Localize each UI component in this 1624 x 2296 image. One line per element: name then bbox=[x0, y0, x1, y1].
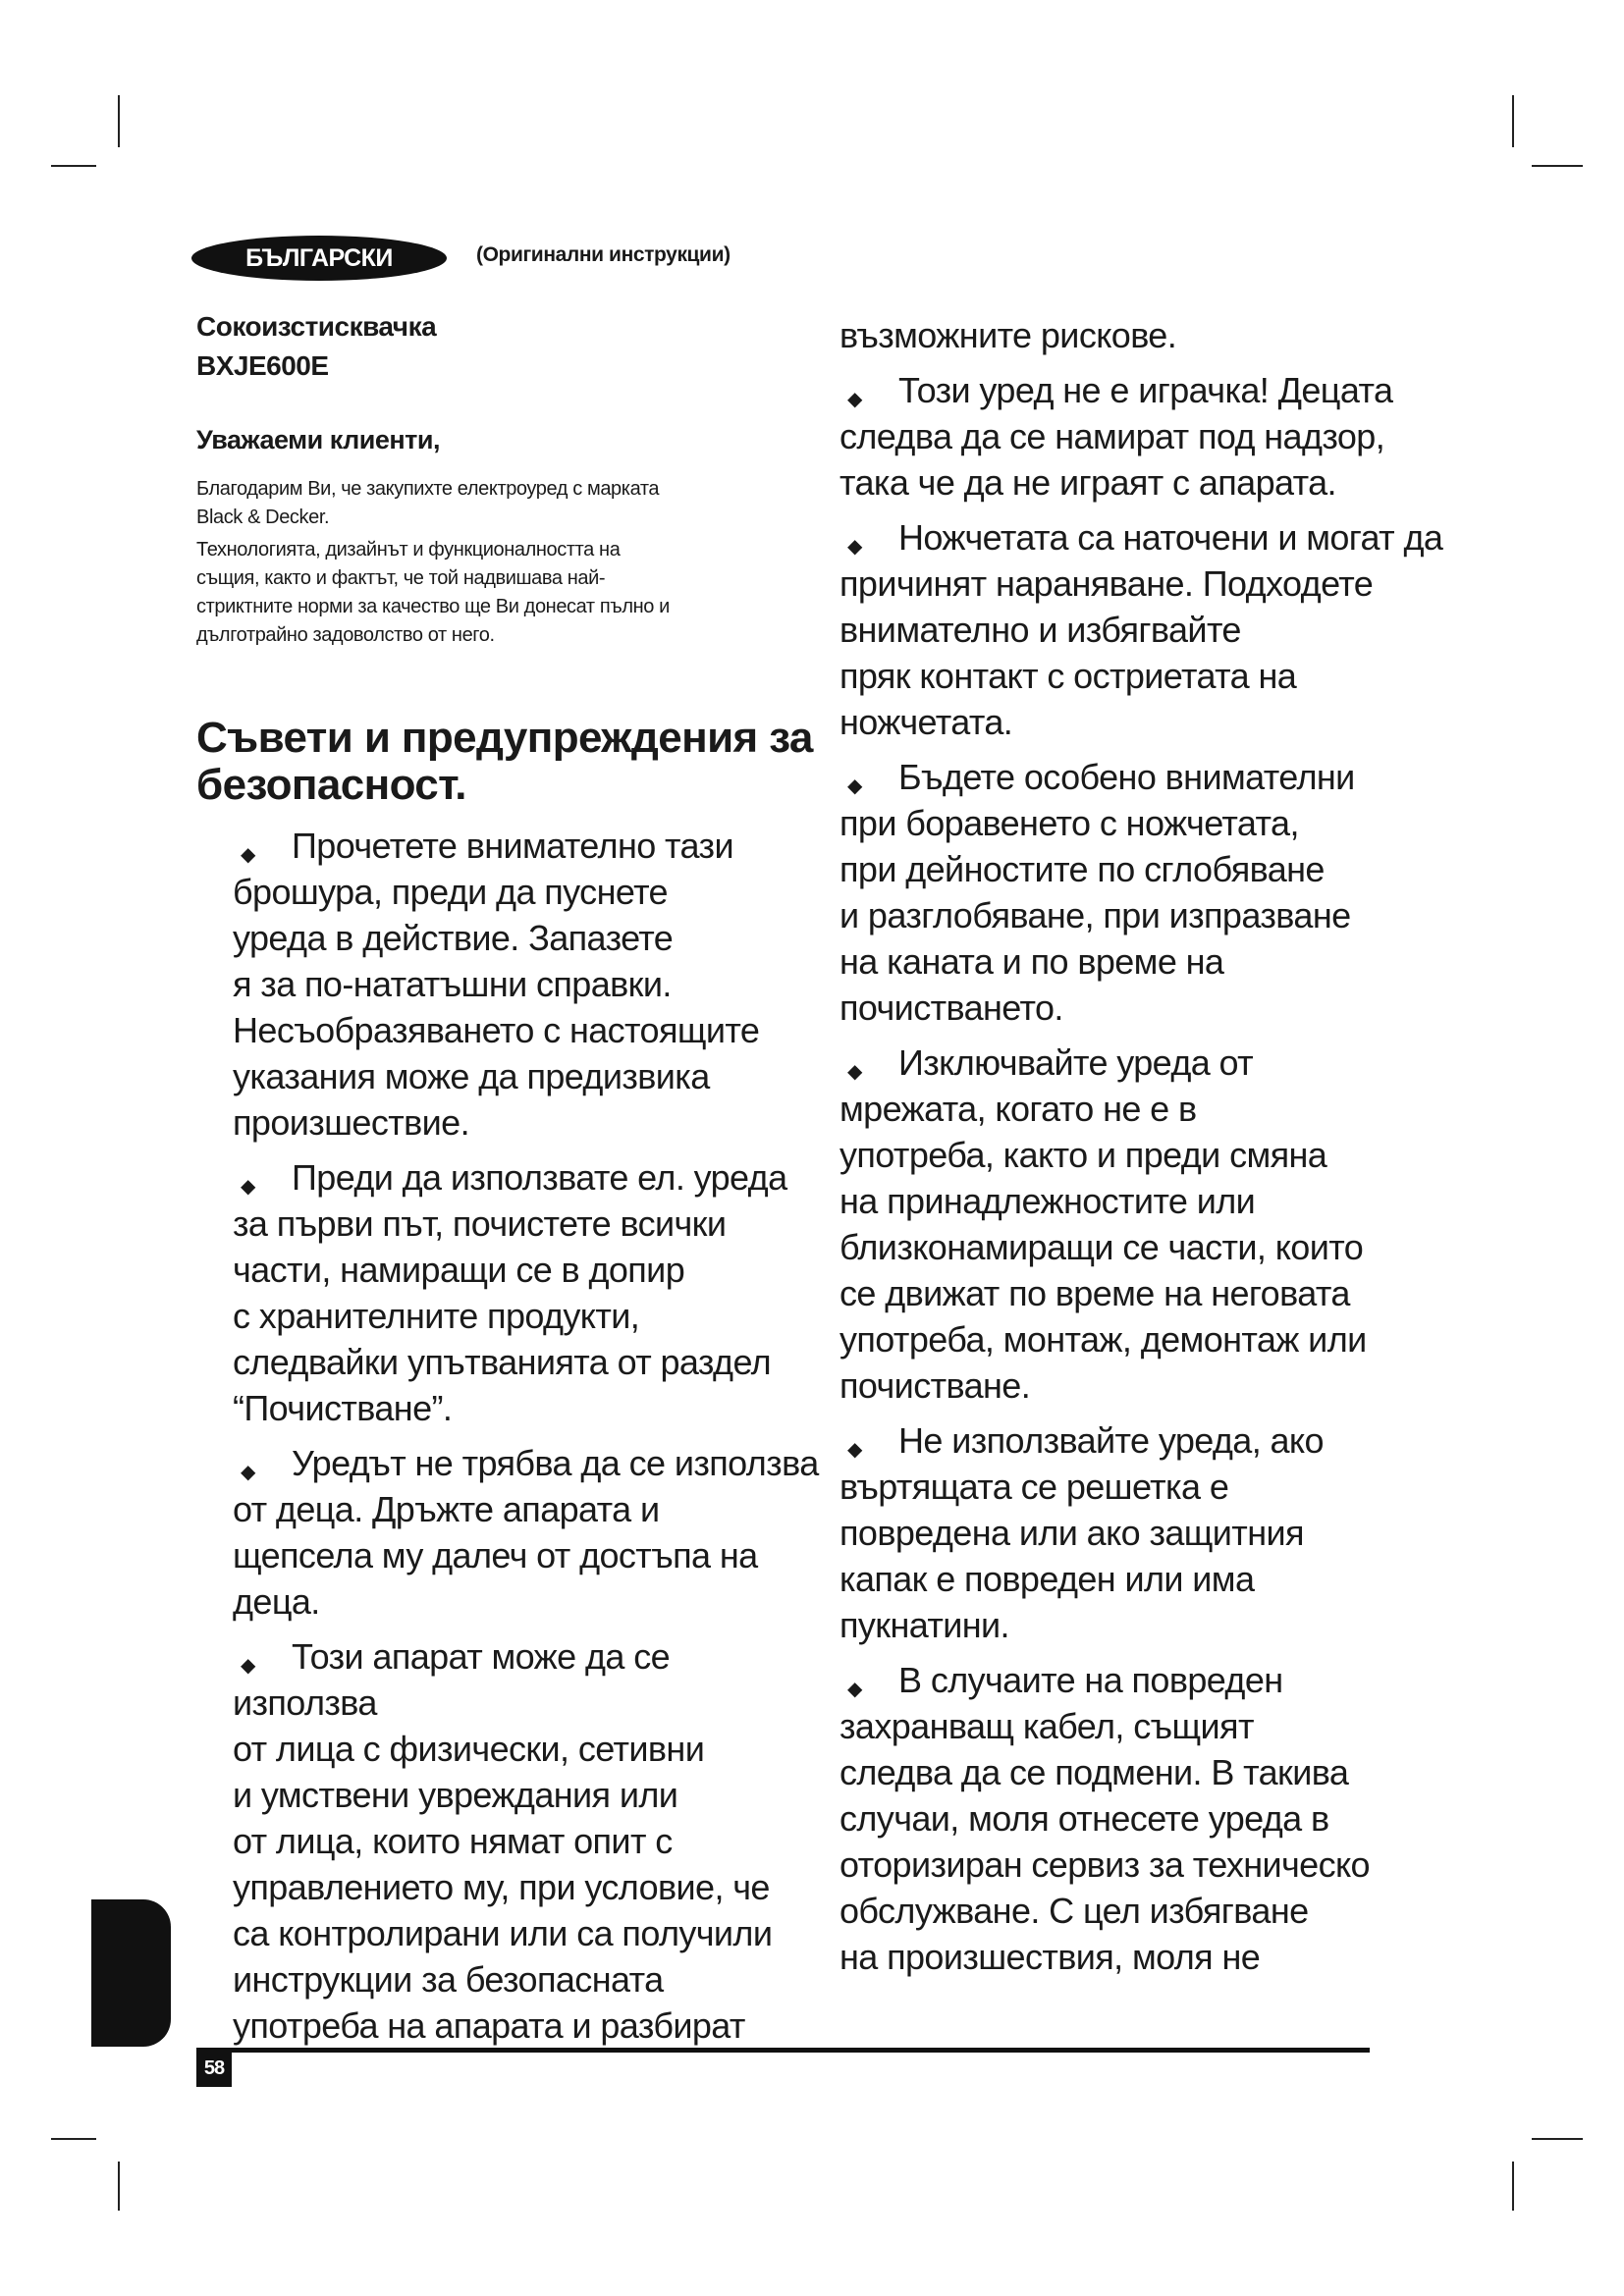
product-name: Сокоизстисквачка bbox=[196, 311, 437, 342]
intro-paragraph: Технологията, дизайнът и функционалността на същия, както и фактът, че той надвишава най- стриктните норми за качество ще Ви донесат пълно и дълготрайно задоволство от него. bbox=[196, 539, 670, 646]
intro-text bbox=[196, 475, 785, 654]
list-item-text: Уредът не трябва да се използва от деца. Дръжте апарата и щепсела му далеч от достъпа на деца. bbox=[233, 1443, 819, 1622]
continuation-text: възможните рискове. bbox=[839, 315, 1177, 355]
crop-mark bbox=[1532, 2138, 1583, 2140]
original-instructions-label: (Оригинални инструкции) bbox=[476, 243, 731, 266]
crop-mark bbox=[118, 95, 120, 147]
bullet-icon: ◆ bbox=[241, 1462, 255, 1483]
bullet-icon: ◆ bbox=[241, 1176, 255, 1198]
language-side-tab bbox=[91, 1899, 171, 2047]
list-item bbox=[839, 514, 1448, 745]
left-column bbox=[233, 823, 822, 2057]
product-model: BXJE600E bbox=[196, 350, 329, 381]
crop-mark bbox=[118, 2162, 120, 2211]
list-item-text: Ножчетата са наточени и могат да причинят нараняване. Подходете внимателно и избягвайте пряк контакт с остриетата на ножчетата. bbox=[839, 517, 1443, 742]
crop-mark bbox=[1512, 2162, 1514, 2211]
crop-mark bbox=[51, 2138, 96, 2140]
bullet-icon: ◆ bbox=[241, 1655, 255, 1677]
footer-divider bbox=[196, 2048, 1370, 2053]
list-item-text: Преди да използвате ел. уреда за първи път, почистете всички части, намиращи се в допир с хранителните продукти, следвайки упътванията от раздел “Почистване”. bbox=[233, 1157, 787, 1428]
list-item-text: Не използвайте уреда, ако въртящата се решетка е повредена или ако защитния капак е повреден или има пукнатини. bbox=[839, 1420, 1324, 1645]
bullet-icon: ◆ bbox=[847, 389, 862, 410]
crop-mark bbox=[51, 165, 96, 167]
page-number bbox=[196, 2050, 232, 2087]
greeting: Уважаеми клиенти, bbox=[196, 425, 440, 454]
crop-mark bbox=[1512, 95, 1514, 147]
section-title: Съвети и предупреждения за безопасност. bbox=[196, 714, 813, 809]
language-badge bbox=[191, 236, 447, 281]
bullet-icon: ◆ bbox=[847, 775, 862, 797]
page-number-text: 58 bbox=[203, 2056, 225, 2079]
language-label: БЪЛГАРСКИ bbox=[245, 243, 393, 272]
product-heading bbox=[196, 307, 436, 386]
bullet-icon: ◆ bbox=[847, 1679, 862, 1700]
crop-mark bbox=[1532, 165, 1583, 167]
list-item bbox=[839, 754, 1448, 1031]
list-item-text: В случаите на повреден захранващ кабел, същият следва да се подмени. В такива случаи, моля отнесете уреда в оторизиран сервиз за техническо обслужване. С цел избягване на произшествия, моля не bbox=[839, 1660, 1370, 1977]
list-item-text: Този апарат може да се използва от лица с физически, сетивни и умствени увреждания или от лица, които нямат опит с управлението му, при условие, че са контролирани или са получили инструкции за безопасната употреба на апарата и разбират bbox=[233, 1636, 773, 2046]
bullet-icon: ◆ bbox=[847, 1061, 862, 1083]
list-item bbox=[233, 1633, 822, 2049]
list-item bbox=[839, 1417, 1448, 1648]
list-item-text: Бъдете особено внимателни при боравенето с ножчетата, при дейностите по сглобяване и разглобяване, при изпразване на каната и по време на почистването. bbox=[839, 757, 1355, 1028]
list-item-text: Прочетете внимателно тази брошура, преди да пуснете уреда в действие. Запазете я за по-нататъшни справки. Несъобразяването с настоящите указания може да предизвика произшествие. bbox=[233, 826, 760, 1143]
bullet-icon: ◆ bbox=[847, 1439, 862, 1461]
bullet-icon: ◆ bbox=[241, 844, 255, 866]
list-item-text: Изключвайте уреда от мрежата, когато не е в употреба, както и преди смяна на принадлежностите или близконамиращи се части, които се движат по време на неговата употреба, монтаж, демонтаж или почистване. bbox=[839, 1042, 1367, 1406]
list-item bbox=[839, 1040, 1448, 1409]
list-item bbox=[839, 1657, 1448, 1980]
list-item bbox=[233, 823, 822, 1146]
right-column bbox=[839, 312, 1448, 1989]
list-item-text: Този уред не е играчка! Децата следва да се намират под надзор, така че да не играят с апарата. bbox=[839, 370, 1393, 503]
list-item bbox=[233, 1440, 822, 1625]
intro-paragraph: Благодарим Ви, че закупихте електроуред с марката Black & Decker. bbox=[196, 478, 660, 528]
list-item bbox=[839, 367, 1448, 506]
bullet-icon: ◆ bbox=[847, 536, 862, 558]
list-item bbox=[233, 1154, 822, 1431]
